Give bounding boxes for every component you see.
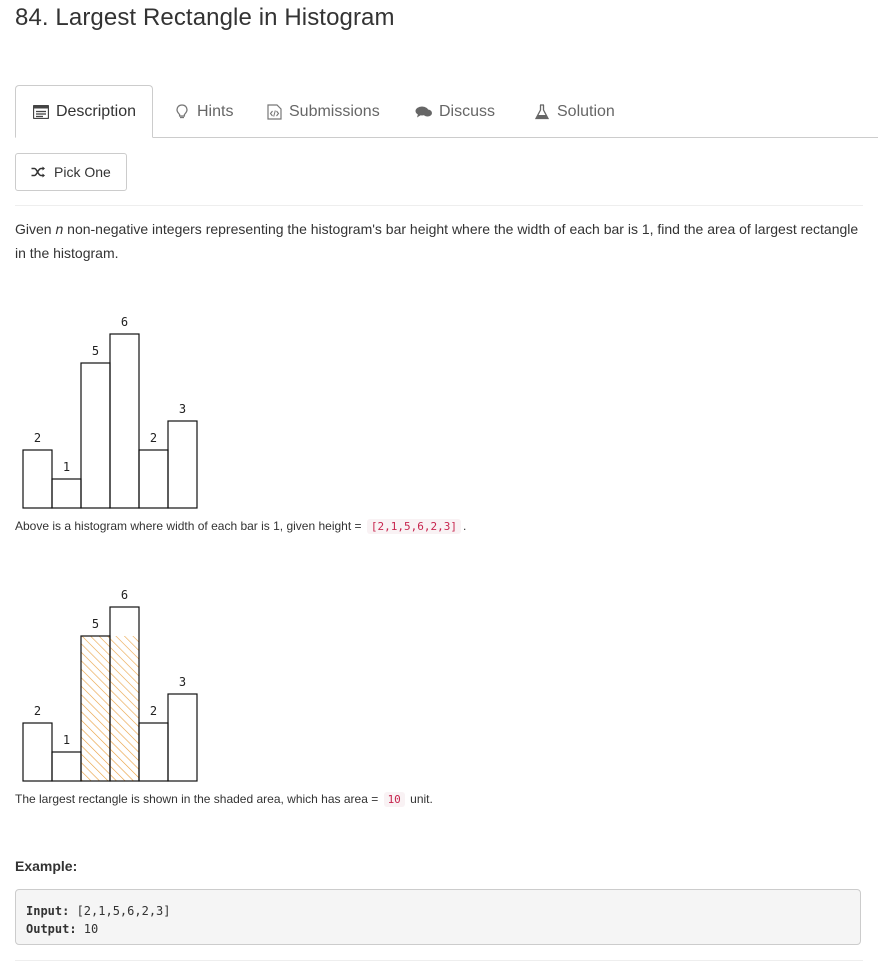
histogram-figure-2 — [15, 578, 215, 784]
shuffle-icon — [31, 166, 46, 178]
bar-height-label: 3 — [178, 402, 187, 416]
tab-solution-label: Solution — [557, 102, 615, 120]
histogram-bar — [52, 752, 81, 781]
figure-1-caption-end: . — [462, 519, 467, 533]
figure-1-caption-text: Above is a histogram where width of each bar is 1, given height = — [15, 519, 365, 533]
example-input-label: Input: — [26, 904, 70, 918]
bar-height-label: 2 — [33, 704, 42, 718]
bar-height-label: 5 — [91, 617, 100, 631]
histogram-bar — [110, 334, 139, 508]
example-code-block — [15, 889, 861, 945]
description-variable-n: n — [55, 221, 64, 237]
figure-1-caption-code: [2,1,5,6,2,3] — [367, 519, 461, 534]
histogram-figure-1 — [15, 305, 215, 511]
histogram-bar — [168, 694, 197, 781]
histogram-bar — [139, 723, 168, 781]
tab-discuss[interactable] — [415, 85, 495, 138]
figure-2-caption-text: The largest rectangle is shown in the shaded area, which has area = — [15, 792, 382, 806]
page-title: 84. Largest Rectangle in Histogram — [15, 4, 395, 31]
tab-hints-label: Hints — [197, 102, 234, 120]
bar-height-label: 6 — [120, 315, 129, 329]
divider — [15, 960, 863, 961]
tab-description[interactable] — [15, 85, 153, 138]
bar-height-label: 6 — [120, 588, 129, 602]
chat-icon — [415, 103, 433, 121]
example-input-line — [26, 902, 850, 920]
histogram-bar — [81, 363, 110, 508]
problem-description — [15, 217, 865, 265]
histogram-bar — [52, 479, 81, 508]
bar-height-label: 2 — [149, 704, 158, 718]
list-icon — [32, 103, 50, 121]
pick-one-button[interactable] — [15, 153, 127, 191]
code-file-icon — [265, 103, 283, 121]
bar-height-label: 5 — [91, 344, 100, 358]
figure-2-caption-code: 10 — [384, 792, 405, 807]
figure-2-caption-end: unit. — [406, 792, 433, 806]
figure-2-caption — [15, 791, 433, 808]
histogram-bar — [168, 421, 197, 508]
divider — [15, 205, 863, 206]
histogram-bar — [139, 450, 168, 508]
example-output-value: 10 — [76, 922, 99, 936]
bar-height-label: 3 — [178, 675, 187, 689]
lightbulb-icon — [173, 103, 191, 121]
bar-height-label: 2 — [149, 431, 158, 445]
tab-bar — [15, 85, 878, 138]
description-text-1: Given — [15, 221, 56, 237]
tab-solution[interactable] — [533, 85, 615, 138]
tab-submissions[interactable] — [265, 85, 380, 138]
tab-description-label: Description — [55, 102, 136, 120]
example-output-line — [26, 920, 850, 938]
shaded-area — [81, 636, 110, 781]
tab-submissions-label: Submissions — [289, 102, 380, 120]
bar-height-label: 1 — [62, 460, 71, 474]
example-heading: Example: — [15, 858, 78, 874]
description-text-2: non-negative integers representing the histogram's bar height where the width of each bar is 1, find the area of largest rectangle in the histogram. — [15, 221, 859, 261]
pick-one-label: Pick One — [54, 164, 111, 180]
figure-1-caption — [15, 518, 466, 535]
shaded-area — [110, 636, 139, 781]
flask-icon — [533, 103, 551, 121]
tab-hints[interactable] — [173, 85, 233, 138]
tab-discuss-label: Discuss — [439, 102, 496, 120]
example-output-label: Output: — [26, 922, 77, 936]
bar-height-label: 2 — [33, 431, 42, 445]
bar-height-label: 1 — [62, 733, 71, 747]
histogram-bar — [23, 723, 52, 781]
histogram-bar — [23, 450, 52, 508]
example-input-value: [2,1,5,6,2,3] — [69, 904, 171, 918]
